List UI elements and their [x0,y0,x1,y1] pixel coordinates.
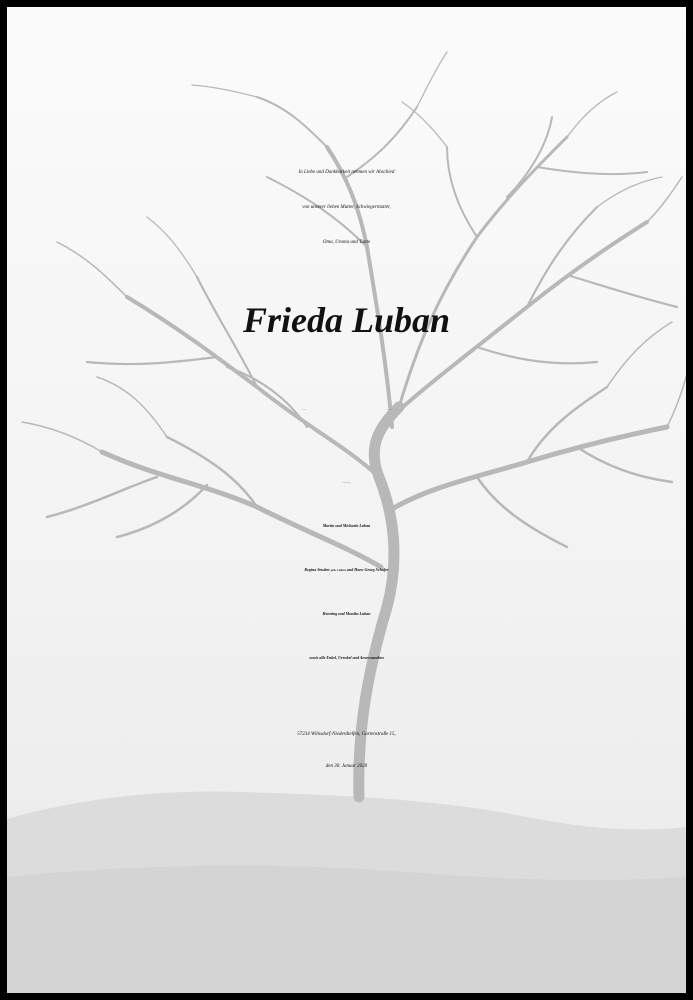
birth-date: * 7. 5. 1936 [301,410,307,411]
mourner-line-1: Martin und Michaela Luban [322,523,371,528]
mourner-regina-maiden: geb. Luban [330,568,346,572]
place-line: 57234 Wilnsdorf-Niederdielfen, Gartenstraße 15, [297,732,396,737]
memory-heading: In stillem Gedenken: [342,483,351,484]
intro-line-1: In Liebe und Dankbarkeit nehmen wir Abschied [298,170,395,175]
mourner-regina: Regina Steuber [304,567,330,572]
death-date: † 27. 1. 2020 [386,410,392,411]
intro-line-3: Oma, Uroma und Tante [322,240,371,245]
mourner-line-4: sowie alle Enkel, Urenkel und Anverwandten [309,655,384,660]
mourner-line-2 [7,568,686,572]
tree-silhouette [22,52,686,797]
mourner-line-3: Henning und Monika Luban [322,611,371,616]
tree-background-image [7,7,686,993]
intro-line-2: von unserer lieben Mutter, Schwiegermutter, [302,205,391,210]
date-line: den 30. Januar 2020 [325,764,368,769]
mourner-hans-georg: und Hans-Georg Schäfer [346,567,389,572]
deceased-name: Frieda Luban [242,300,451,340]
life-dates [7,410,686,411]
